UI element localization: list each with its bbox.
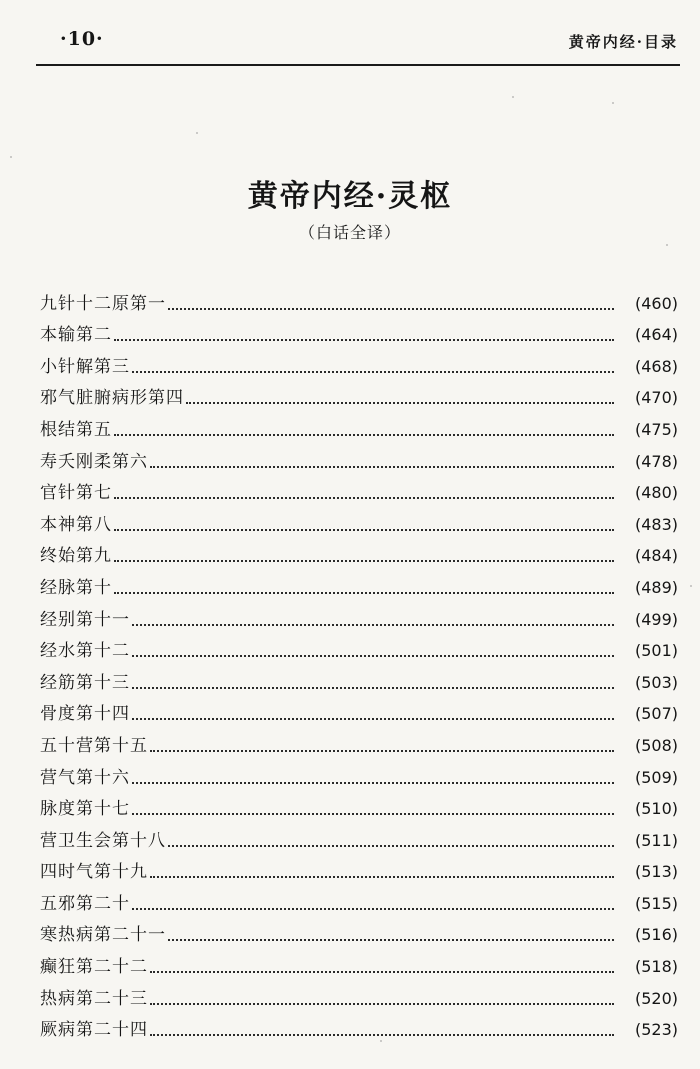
dot-leader — [114, 592, 614, 594]
toc-entry-title: 五邪第二十 — [40, 893, 130, 914]
toc-entry-title: 热病第二十三 — [40, 988, 148, 1009]
toc-entry-title: 本输第二 — [40, 325, 112, 346]
toc-entry-page-number: (507) — [634, 704, 678, 724]
toc-entry-page-number: (518) — [634, 957, 678, 977]
toc-entry-page-number: (510) — [634, 799, 678, 819]
toc-entry — [40, 632, 678, 664]
toc-entry-page-number: (470) — [634, 388, 678, 408]
page-header — [36, 28, 680, 66]
toc-entry-title: 四时气第十九 — [40, 862, 148, 883]
dot-leader — [114, 529, 614, 531]
toc-entry-title: 根结第五 — [40, 419, 112, 440]
print-speck — [10, 156, 12, 158]
section-title: 黄帝内经·灵枢 — [247, 179, 453, 214]
toc-entry-page-number: (509) — [634, 767, 678, 787]
toc-entry-page-number: (523) — [634, 1020, 678, 1040]
toc-entry-title: 营卫生会第十八 — [40, 830, 166, 851]
toc-entry — [40, 758, 678, 790]
toc-entry — [40, 410, 678, 442]
print-speck — [512, 96, 514, 98]
toc-entry — [40, 474, 678, 506]
dot-leader — [150, 1003, 614, 1005]
toc-entry-page-number: (483) — [634, 514, 678, 534]
toc-entry-title: 小针解第三 — [40, 356, 130, 377]
print-speck — [612, 102, 614, 104]
toc-entry-title: 终始第九 — [40, 546, 112, 567]
dot-leader — [114, 434, 614, 436]
dot-leader — [132, 655, 614, 657]
toc-entry — [40, 347, 678, 379]
print-speck — [690, 585, 692, 587]
toc-entry-page-number: (460) — [634, 293, 678, 313]
toc-entry-title: 寿夭刚柔第六 — [40, 451, 148, 472]
toc-entry-page-number: (513) — [634, 862, 678, 882]
toc-entry — [40, 663, 678, 695]
dot-leader — [150, 466, 614, 468]
dot-leader — [168, 939, 614, 941]
toc-entry-title: 官针第七 — [40, 483, 112, 504]
dot-leader — [150, 971, 614, 973]
print-speck — [380, 1040, 382, 1042]
toc-entry — [40, 790, 678, 822]
dot-leader — [132, 908, 614, 910]
dot-leader — [132, 687, 614, 689]
dot-leader — [132, 782, 614, 784]
dot-leader — [132, 813, 614, 815]
dot-leader — [168, 308, 614, 310]
dot-leader — [168, 845, 614, 847]
toc-entry — [40, 442, 678, 474]
toc-entry-page-number: (480) — [634, 483, 678, 503]
toc-entry-page-number: (499) — [634, 609, 678, 629]
toc-entry-title: 骨度第十四 — [40, 704, 130, 725]
toc-entry-title: 经筋第十三 — [40, 672, 130, 693]
toc-entry-page-number: (489) — [634, 577, 678, 597]
toc-entry — [40, 568, 678, 600]
toc-entry-title: 脉度第十七 — [40, 799, 130, 820]
table-of-contents — [40, 284, 678, 1042]
dot-leader — [132, 718, 614, 720]
dot-leader — [132, 371, 614, 373]
toc-entry-title: 邪气脏腑病形第四 — [40, 388, 184, 409]
dot-leader — [150, 750, 614, 752]
dot-leader — [114, 560, 614, 562]
toc-entry — [40, 726, 678, 758]
dot-leader — [132, 624, 614, 626]
toc-entry — [40, 979, 678, 1011]
dot-leader — [114, 497, 614, 499]
toc-entry — [40, 316, 678, 348]
toc-entry — [40, 1011, 678, 1043]
toc-entry-page-number: (475) — [634, 419, 678, 439]
toc-entry-title: 五十营第十五 — [40, 735, 148, 756]
print-speck — [196, 132, 198, 134]
running-title: 黄帝内经·目录 — [568, 33, 678, 51]
toc-entry-page-number: (501) — [634, 641, 678, 661]
dot-leader — [150, 876, 614, 878]
toc-entry-page-number: (464) — [634, 325, 678, 345]
toc-entry-page-number: (468) — [634, 356, 678, 376]
toc-entry — [40, 505, 678, 537]
toc-entry-title: 寒热病第二十一 — [40, 925, 166, 946]
toc-entry-title: 厥病第二十四 — [40, 1020, 148, 1041]
toc-entry-page-number: (508) — [634, 735, 678, 755]
section-subtitle: （白话全译） — [298, 223, 401, 242]
toc-entry — [40, 695, 678, 727]
toc-entry-page-number: (520) — [634, 988, 678, 1008]
toc-entry — [40, 379, 678, 411]
toc-entry-title: 癫狂第二十二 — [40, 957, 148, 978]
toc-entry-page-number: (478) — [634, 451, 678, 471]
toc-entry-page-number: (511) — [634, 830, 678, 850]
toc-entry-page-number: (484) — [634, 546, 678, 566]
toc-entry-page-number: (503) — [634, 672, 678, 692]
toc-entry — [40, 600, 678, 632]
toc-entry — [40, 537, 678, 569]
page-number: ·10· — [60, 28, 104, 50]
toc-entry — [40, 821, 678, 853]
toc-entry-page-number: (516) — [634, 925, 678, 945]
dot-leader — [114, 339, 614, 341]
toc-entry — [40, 284, 678, 316]
toc-entry-title: 经别第十一 — [40, 609, 130, 630]
toc-entry-title: 经水第十二 — [40, 641, 130, 662]
section-title-block — [0, 176, 700, 245]
toc-entry-title: 本神第八 — [40, 514, 112, 535]
print-speck — [666, 244, 668, 246]
toc-entry — [40, 884, 678, 916]
toc-entry — [40, 853, 678, 885]
toc-entry — [40, 947, 678, 979]
toc-entry — [40, 916, 678, 948]
toc-entry-title: 九针十二原第一 — [40, 293, 166, 314]
dot-leader — [186, 402, 614, 404]
toc-entry-title: 营气第十六 — [40, 767, 130, 788]
toc-entry-title: 经脉第十 — [40, 577, 112, 598]
dot-leader — [150, 1034, 614, 1036]
toc-entry-page-number: (515) — [634, 893, 678, 913]
